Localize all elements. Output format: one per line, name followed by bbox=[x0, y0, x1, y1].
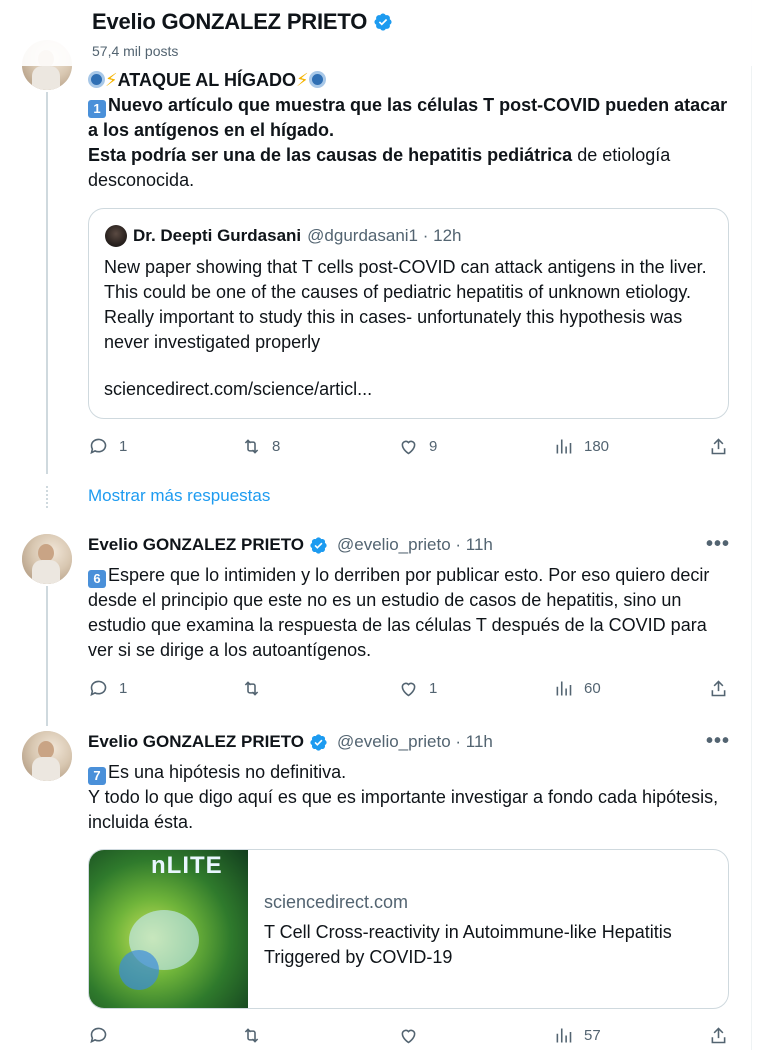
reply-button[interactable] bbox=[88, 1025, 119, 1046]
share-icon bbox=[708, 678, 729, 699]
tweet-2-body: Espere que lo intimiden y lo derriben por publicar esto. Por eso quiero decir desde el principio que este no es un estudio de casos de hepatitis, sino un estudio que examina la respuesta de las células T después de la COVID para ver si se dirige a los autoantígenos. bbox=[88, 565, 710, 660]
repost-icon bbox=[241, 1025, 262, 1046]
tweet-2-text bbox=[88, 563, 728, 663]
quoted-handle: @dgurdasani1 · 12h bbox=[307, 226, 462, 245]
repost-button[interactable]: 8 bbox=[241, 436, 280, 457]
share-button[interactable] bbox=[708, 1025, 729, 1046]
tweet-1-headline: ⚡ATAQUE AL HÍGADO⚡ bbox=[88, 68, 728, 93]
lightning-icon: ⚡ bbox=[295, 70, 309, 90]
share-icon bbox=[708, 436, 729, 457]
tweet-3-line-2: Y todo lo que digo aquí es que es importante investigar a fondo cada hipótesis, incluida ésta. bbox=[88, 787, 719, 832]
quoted-tweet[interactable] bbox=[88, 208, 729, 419]
views-chart-icon bbox=[553, 1025, 574, 1046]
views-chart-icon bbox=[553, 436, 574, 457]
tweet-1-bold-1: Nuevo artículo que muestra que las células T post-COVID pueden atacar a los antígenos en el hígado. bbox=[88, 95, 728, 140]
tweet-2-header bbox=[88, 535, 493, 555]
verified-badge-icon bbox=[309, 536, 328, 555]
profile-header bbox=[0, 0, 752, 66]
repost-button[interactable] bbox=[241, 678, 272, 699]
link-thumbnail-image bbox=[89, 850, 248, 1009]
reply-icon bbox=[88, 1025, 109, 1046]
tweet-1-rest: de etiología desconocida. bbox=[88, 145, 671, 190]
views-chart-icon bbox=[553, 678, 574, 699]
repost-icon bbox=[241, 436, 262, 457]
thread-line bbox=[46, 586, 48, 726]
avatar[interactable] bbox=[22, 534, 72, 584]
tweet-1-text bbox=[88, 68, 728, 193]
share-button[interactable] bbox=[708, 436, 729, 457]
tweet-2-actions bbox=[88, 678, 730, 702]
like-button[interactable] bbox=[398, 1025, 429, 1046]
reply-icon bbox=[88, 436, 109, 457]
share-button[interactable] bbox=[708, 678, 729, 699]
more-options-icon[interactable]: ••• bbox=[705, 533, 730, 555]
author-name[interactable]: Evelio GONZALEZ PRIETO bbox=[88, 535, 304, 554]
quoted-tweet-header bbox=[105, 225, 461, 247]
tweet-1-actions bbox=[88, 436, 730, 460]
reply-icon bbox=[88, 678, 109, 699]
blue-circle-icon bbox=[309, 71, 326, 88]
tweet-1-bold-2: Esta podría ser una de las causas de hepatitis pediátrica bbox=[88, 145, 573, 165]
keycap-six-icon: 6 bbox=[88, 570, 106, 588]
like-button[interactable]: 1 bbox=[398, 678, 437, 699]
views-button[interactable]: 60 bbox=[553, 678, 601, 699]
reply-button[interactable]: 1 bbox=[88, 436, 127, 457]
blue-circle-icon bbox=[88, 71, 105, 88]
reply-button[interactable]: 1 bbox=[88, 678, 127, 699]
keycap-seven-icon: 7 bbox=[88, 767, 106, 785]
like-button[interactable]: 9 bbox=[398, 436, 437, 457]
tweet-3-actions bbox=[88, 1025, 730, 1049]
show-more-replies-link[interactable]: Mostrar más respuestas bbox=[88, 486, 271, 505]
heart-icon bbox=[398, 436, 419, 457]
verified-badge-icon bbox=[309, 733, 328, 752]
tweet-3-line-1: Es una hipótesis no definitiva. bbox=[108, 762, 347, 782]
link-preview-card[interactable] bbox=[88, 849, 729, 1009]
repost-button[interactable] bbox=[241, 1025, 272, 1046]
share-icon bbox=[708, 1025, 729, 1046]
verified-badge-icon bbox=[373, 12, 393, 32]
thread-line bbox=[46, 92, 48, 474]
author-handle[interactable]: @evelio_prieto · 11h bbox=[337, 535, 493, 554]
quoted-author-name: Dr. Deepti Gurdasani bbox=[133, 226, 302, 245]
more-options-icon[interactable]: ••• bbox=[705, 730, 730, 752]
quoted-tweet-body: New paper showing that T cells post-COVID can attack antigens in the liver. This could be one of the causes of pediatric hepatitis of unknown etiology. Really important to study this in cases- unfortunately this hypothesis was never investigated properly bbox=[104, 257, 707, 352]
views-button[interactable]: 57 bbox=[553, 1025, 601, 1046]
author-name[interactable]: Evelio GONZALEZ PRIETO bbox=[88, 732, 304, 751]
heart-icon bbox=[398, 678, 419, 699]
quoted-avatar bbox=[105, 225, 127, 247]
heart-icon bbox=[398, 1025, 419, 1046]
lightning-icon: ⚡ bbox=[105, 70, 118, 90]
keycap-one-icon: 1 bbox=[88, 100, 106, 118]
link-domain: sciencedirect.com bbox=[264, 892, 409, 912]
header-name-text: Evelio GONZALEZ PRIETO bbox=[92, 9, 368, 34]
thumbnail-title: nLITE bbox=[151, 852, 223, 879]
link-title: T Cell Cross-reactivity in Autoimmune-like Hepatitis Triggered by COVID-19 bbox=[264, 922, 672, 967]
thread-gap-indicator bbox=[46, 486, 48, 508]
avatar[interactable] bbox=[22, 731, 72, 781]
header-title bbox=[92, 9, 393, 35]
views-button[interactable]: 180 bbox=[553, 436, 609, 457]
repost-icon bbox=[241, 678, 262, 699]
column-border bbox=[751, 0, 752, 1050]
quoted-tweet-link[interactable]: sciencedirect.com/science/articl... bbox=[104, 379, 373, 399]
tweet-3-text bbox=[88, 760, 728, 835]
tweet-3-header bbox=[88, 732, 493, 752]
author-handle[interactable]: @evelio_prieto · 11h bbox=[337, 732, 493, 751]
post-count: 57,4 mil posts bbox=[92, 43, 179, 59]
